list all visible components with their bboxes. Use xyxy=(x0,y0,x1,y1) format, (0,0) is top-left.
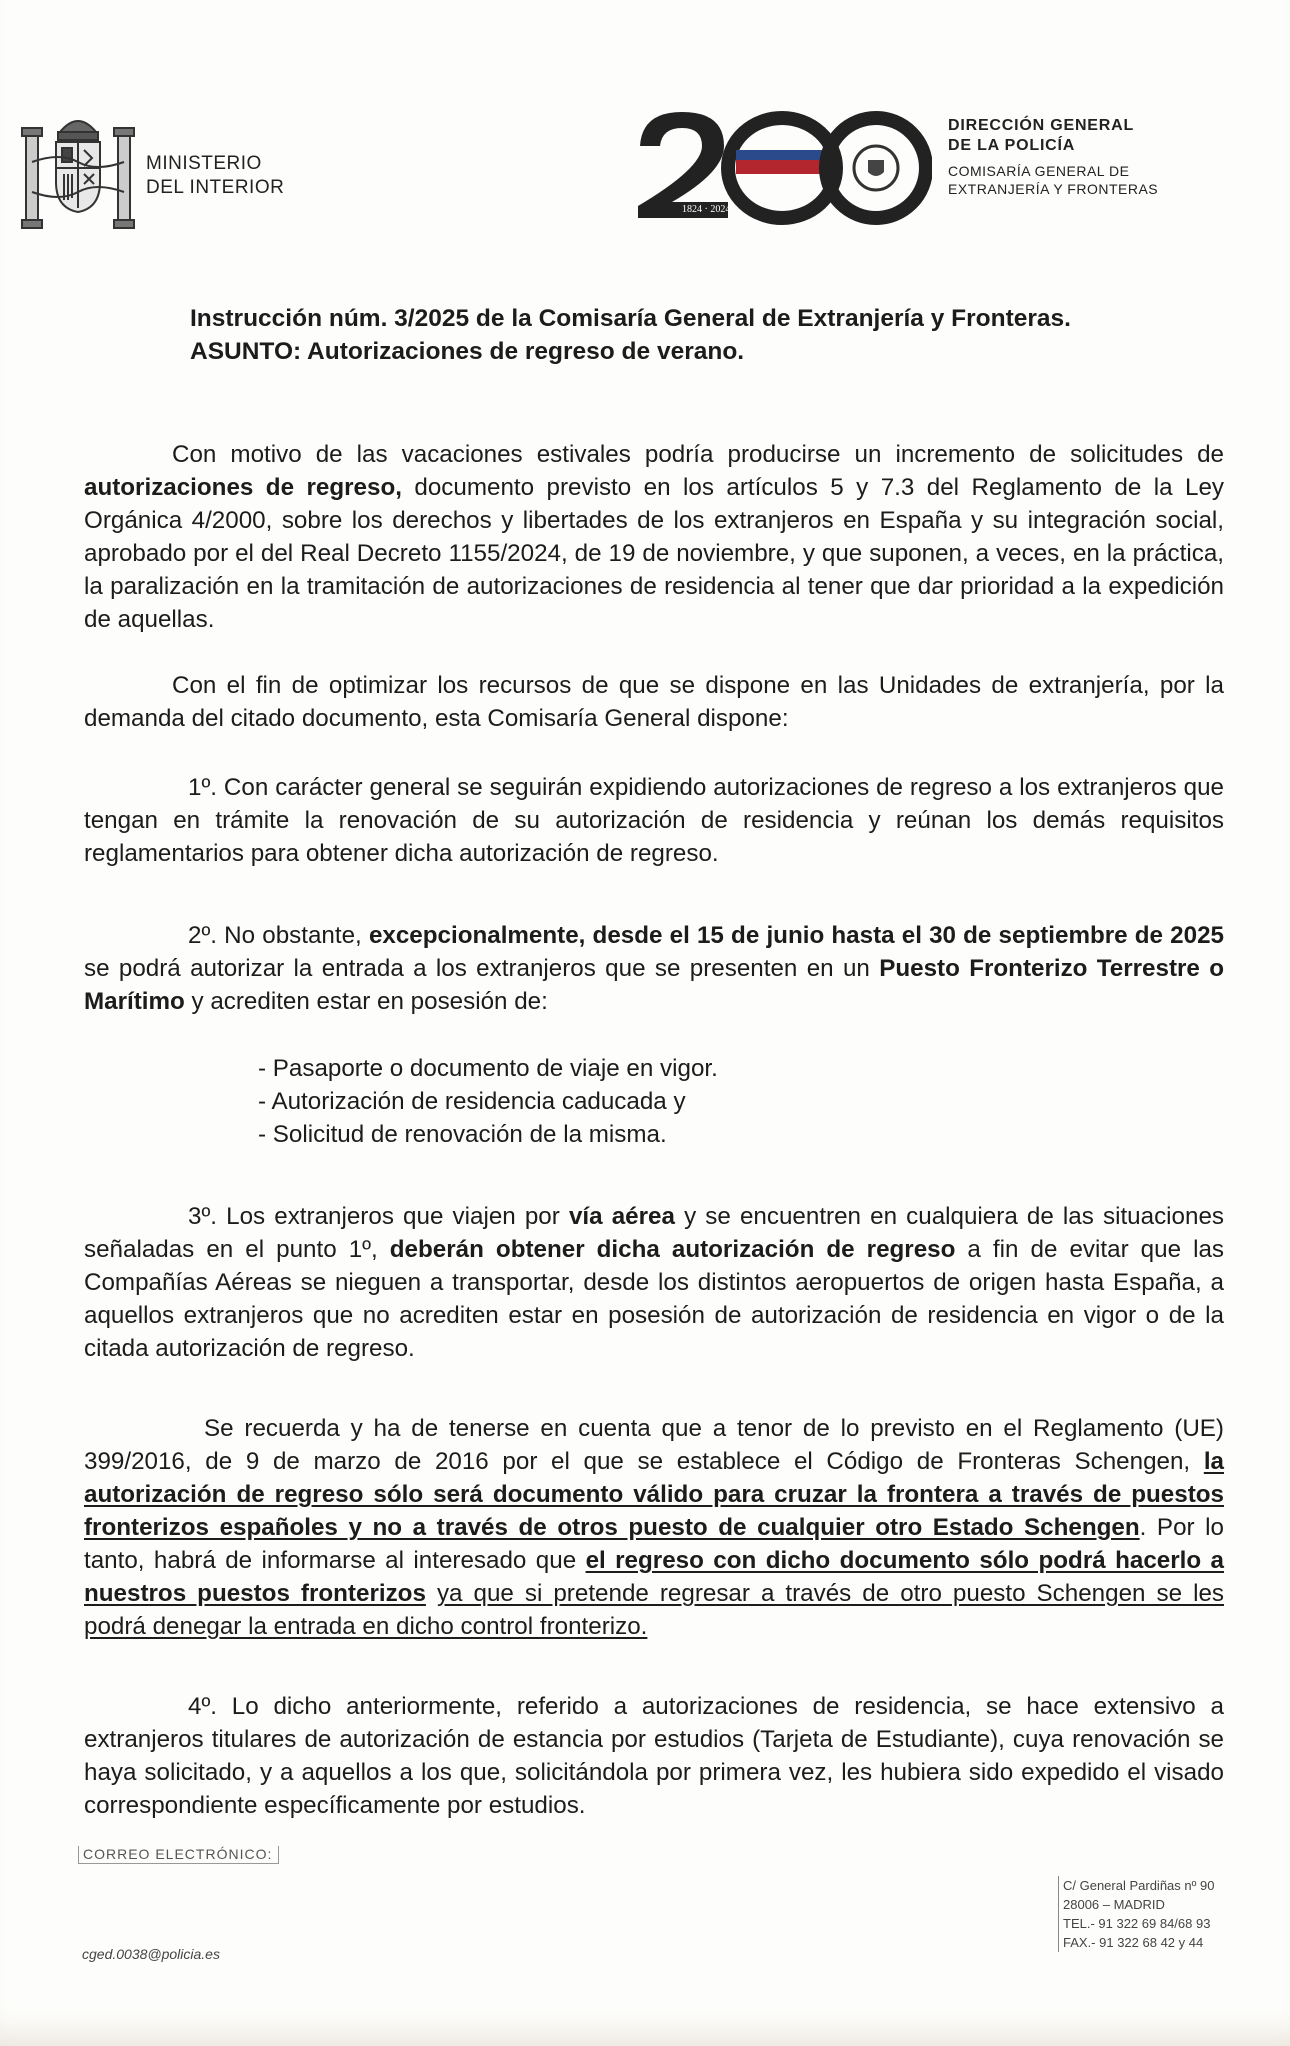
anniversary-200-logo xyxy=(632,106,932,226)
list-item: - Pasaporte o documento de viaje en vigor. xyxy=(258,1055,718,1082)
paragraph-point-4: 4º. Lo dicho anteriormente, referido a autorizaciones de residencia, se hace extensivo a extranjeros titulares de autorización de estancia por estudios (Tarjeta de Estudiante), cuya renovación se haya solicitado, y a aquellos a los que, solicitándola por primera vez, les hubiera sido expedido el visado correspondiente específicamente por estudios. xyxy=(84,1693,1224,1819)
paragraph-purpose: Con el fin de optimizar los recursos de que se dispone en las Unidades de extranjería, por la demanda del citado documento, esta Comisaría General dispone: xyxy=(84,672,1224,732)
spain-coat-of-arms-icon xyxy=(16,106,140,234)
list-item: - Autorización de residencia caducada y xyxy=(258,1088,686,1115)
email-address[interactable]: cged.0038@policia.es xyxy=(82,1946,220,1962)
logo-years: 1824 · 2024 xyxy=(682,204,731,215)
paragraph-point-3: 3º. Los extranjeros que viajen por vía aérea y se encuentren en cualquiera de las situaciones señaladas en el punto 1º, deberán obtener dicha autorización de regreso a fin de evitar que las Compañías Aéreas se nieguen a transportar, desde los distintos aeropuertos de origen hasta España, a aquellos extranjeros que no acrediten estar en posesión de autorización de residencia en vigor o de la citada autorización de regreso. xyxy=(84,1203,1224,1362)
instruction-title: Instrucción núm. 3/2025 de la Comisaría General de Extranjería y Fronteras. ASUNTO: Autorizaciones de regreso de verano. xyxy=(190,305,1071,365)
paragraph-point-1: 1º. Con carácter general se seguirán expidiendo autorizaciones de regreso a los extranjeros que tengan en trámite la renovación de su autorización de residencia y reúnan los demás requisitos reglamentarios para obtener dicha autorización de regreso. xyxy=(84,774,1224,867)
list-item: - Solicitud de renovación de la misma. xyxy=(258,1121,667,1148)
paragraph-point-2: 2º. No obstante, excepcionalmente, desde el 15 de junio hasta el 30 de septiembre de 2025 se podrá autorizar la entrada a los extranjeros que se presenten en un Puesto Fronterizo Terrestre o Marítimo y acrediten estar en posesión de: xyxy=(84,922,1225,1015)
requirements-list xyxy=(258,1052,718,1151)
ministry-name: MINISTERIO DEL INTERIOR xyxy=(146,153,285,198)
email-label: CORREO ELECTRÓNICO: xyxy=(78,1846,279,1864)
postal-address: C/ General Pardiñas nº 90 28006 – MADRID TEL.- 91 322 69 84/68 93 FAX.- 91 322 68 42 y 44 xyxy=(1058,1876,1214,1952)
paragraph-schengen-reminder: Se recuerda y ha de tenerse en cuenta que a tenor de lo previsto en el Reglamento (UE) 399/2016, de 9 de marzo de 2016 por el que se establece el Código de Fronteras Schengen, la autorización de regreso sólo será documento válido para cruzar la frontera a través de puestos fronterizos españoles y no a través de otros puesto de cualquier otro Estado Schengen. Por lo tanto, habrá de informarse al interesado que el regreso con dicho documento sólo podrá hacerlo a nuestros puestos fronterizos ya que si pretende regresar a través de otro puesto Schengen se les podrá denegar la entrada en dicho control fronterizo. xyxy=(84,1415,1224,1640)
directorate-header: DIRECCIÓN GENERAL DE LA POLICÍA COMISARÍA GENERAL DE EXTRANJERÍA Y FRONTERAS xyxy=(948,117,1159,197)
paragraph-intro: Con motivo de las vacaciones estivales podría producirse un incremento de solicitudes de autorizaciones de regreso, documento previsto en los artículos 5 y 7.3 del Reglamento de la Ley Orgánica 4/2000, sobre los derechos y libertades de los extranjeros en España y su integración social, aprobado por el del Real Decreto 1155/2024, de 19 de noviembre, y que suponen, a veces, en la práctica, la paralización en la tramitación de autorizaciones de residencia al tener que dar prioridad a la expedición de aquellas. xyxy=(84,441,1225,633)
